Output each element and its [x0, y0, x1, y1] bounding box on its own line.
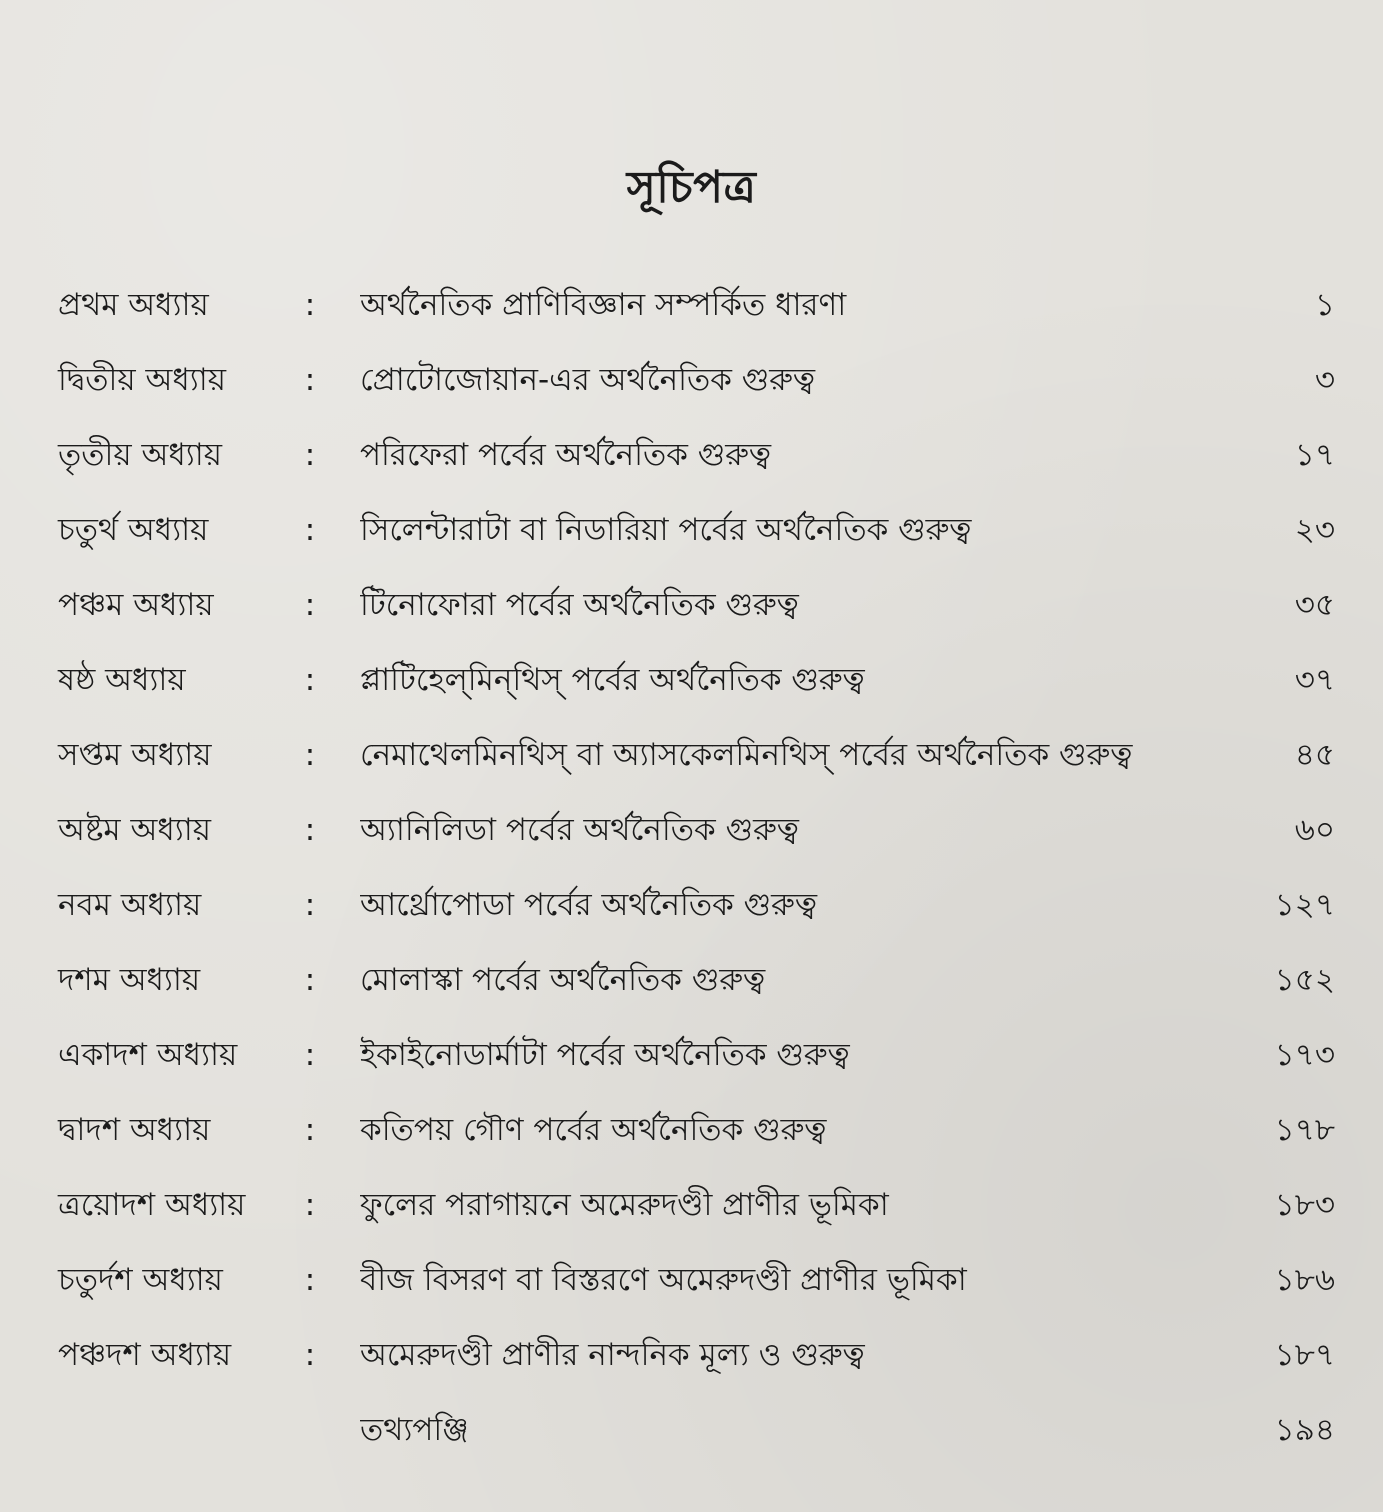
page-number: ১৫২: [1274, 962, 1335, 998]
separator: :: [304, 512, 316, 548]
chapter-topic: মোলাস্কা পর্বের অর্থনৈতিক গুরুত্ব: [360, 962, 766, 998]
chapter-topic: অ্যানিলিডা পর্বের অর্থনৈতিক গুরুত্ব: [360, 812, 799, 848]
chapter-topic: বীজ বিসরণ বা বিস্তরণে অমেরুদণ্ডী প্রাণীর ভূমিকা: [360, 1262, 967, 1298]
page-number: ১৭: [1294, 437, 1335, 473]
toc-row: [0, 500, 1383, 560]
chapter-topic: প্রোটোজোয়ান-এর অর্থনৈতিক গুরুত্ব: [360, 362, 816, 398]
page-number: ১৭৩: [1274, 1037, 1335, 1073]
toc-row: [0, 800, 1383, 860]
chapter-label: তৃতীয় অধ্যায়: [58, 437, 222, 473]
chapter-label: অষ্টম অধ্যায়: [58, 812, 211, 848]
page-number: ১৯৪: [1274, 1412, 1335, 1448]
toc-row: [0, 650, 1383, 710]
page-number: ৩৫: [1294, 587, 1335, 623]
chapter-label: চতুর্দশ অধ্যায়: [58, 1262, 223, 1298]
separator: :: [304, 287, 316, 323]
separator: :: [304, 1187, 316, 1223]
chapter-label: পঞ্চম অধ্যায়: [58, 587, 214, 623]
separator: :: [304, 1112, 316, 1148]
page-number: ৬০: [1294, 812, 1335, 848]
chapter-label: ত্রয়োদশ অধ্যায়: [58, 1187, 246, 1223]
toc-row: [0, 875, 1383, 935]
page-number: ১: [1314, 287, 1335, 323]
toc-row: [0, 1400, 1383, 1460]
toc-row: [0, 575, 1383, 635]
page-number: ১২৭: [1274, 887, 1335, 923]
toc-row: [0, 350, 1383, 410]
separator: :: [304, 1262, 316, 1298]
toc-row: [0, 1175, 1383, 1235]
page-number: ৩৭: [1294, 662, 1335, 698]
separator: :: [304, 437, 316, 473]
chapter-topic: কতিপয় গৌণ পর্বের অর্থনৈতিক গুরুত্ব: [360, 1112, 827, 1148]
page-number: ১৮৬: [1274, 1262, 1335, 1298]
separator: :: [304, 887, 316, 923]
chapter-topic: নেমাথেলমিনথিস্‌ বা অ্যাসকেলমিনথিস্‌ পর্বের অর্থনৈতিক গুরুত্ব: [360, 737, 1133, 773]
chapter-label: দ্বাদশ অধ্যায়: [58, 1112, 211, 1148]
chapter-topic: সিলেন্টারাটা বা নিডারিয়া পর্বের অর্থনৈতিক গুরুত্ব: [360, 512, 972, 548]
toc-row: [0, 425, 1383, 485]
separator: :: [304, 812, 316, 848]
toc-row: [0, 275, 1383, 335]
chapter-label: পঞ্চদশ অধ্যায়: [58, 1337, 232, 1373]
toc-row: [0, 1325, 1383, 1385]
toc-row: [0, 1100, 1383, 1160]
separator: :: [304, 962, 316, 998]
chapter-topic: প্লাটিহেল্‌মিন্‌থিস্‌ পর্বের অর্থনৈতিক গুরুত্ব: [360, 662, 865, 698]
toc-row: [0, 950, 1383, 1010]
chapter-topic: অর্থনৈতিক প্রাণিবিজ্ঞান সম্পর্কিত ধারণা: [360, 287, 847, 323]
page-number: ৩: [1314, 362, 1335, 398]
separator: :: [304, 1037, 316, 1073]
page-title: সূচিপত্র: [626, 162, 757, 213]
chapter-label: দশম অধ্যায়: [58, 962, 201, 998]
separator: :: [304, 362, 316, 398]
chapter-topic: তথ্যপঞ্জি: [360, 1412, 469, 1448]
chapter-topic: আর্থ্রোপোডা পর্বের অর্থনৈতিক গুরুত্ব: [360, 887, 817, 923]
chapter-label: দ্বিতীয় অধ্যায়: [58, 362, 226, 398]
page-number: ১৮৭: [1274, 1337, 1335, 1373]
toc-row: [0, 1250, 1383, 1310]
separator: :: [304, 587, 316, 623]
toc-row: [0, 1025, 1383, 1085]
separator: :: [304, 662, 316, 698]
page-number: ১৮৩: [1274, 1187, 1335, 1223]
chapter-label: চতুর্থ অধ্যায়: [58, 512, 209, 548]
chapter-label: নবম অধ্যায়: [58, 887, 202, 923]
chapter-label: একাদশ অধ্যায়: [58, 1037, 238, 1073]
separator: :: [304, 737, 316, 773]
chapter-topic: পরিফেরা পর্বের অর্থনৈতিক গুরুত্ব: [360, 437, 772, 473]
page-number: ২৩: [1294, 512, 1335, 548]
separator: :: [304, 1337, 316, 1373]
chapter-label: ষষ্ঠ অধ্যায়: [58, 662, 186, 698]
chapter-label: প্রথম অধ্যায়: [58, 287, 209, 323]
chapter-topic: অমেরুদণ্ডী প্রাণীর নান্দনিক মূল্য ও গুরুত্ব: [360, 1337, 865, 1373]
chapter-topic: ফুলের পরাগায়নে অমেরুদণ্ডী প্রাণীর ভূমিকা: [360, 1187, 889, 1223]
chapter-label: সপ্তম অধ্যায়: [58, 737, 212, 773]
toc-row: [0, 725, 1383, 785]
page-number: ৪৫: [1294, 737, 1335, 773]
chapter-topic: টিনোফোরা পর্বের অর্থনৈতিক গুরুত্ব: [360, 587, 799, 623]
chapter-topic: ইকাইনোডার্মাটা পর্বের অর্থনৈতিক গুরুত্ব: [360, 1037, 850, 1073]
page-number: ১৭৮: [1274, 1112, 1335, 1148]
